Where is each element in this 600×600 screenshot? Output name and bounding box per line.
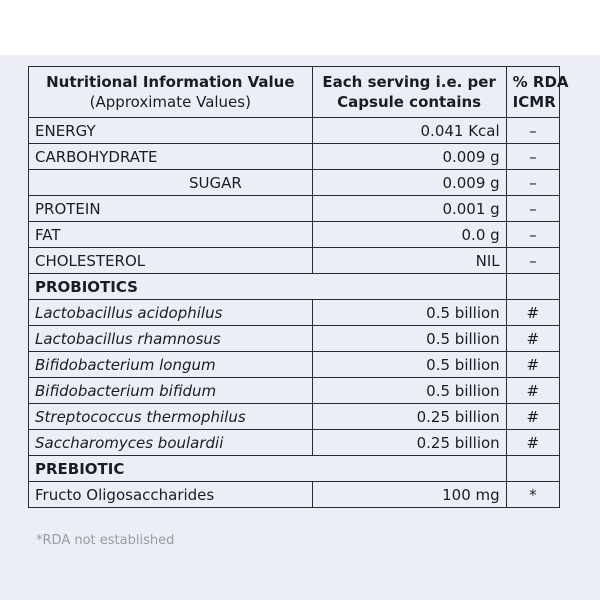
table-row [29, 118, 560, 144]
prebiotic-rda: * [506, 482, 559, 508]
nutrient-rda: – [506, 248, 559, 274]
probiotic-name: Streptococcus thermophilus [29, 404, 313, 430]
nutrient-name: ENERGY [29, 118, 313, 144]
probiotics-section-row [29, 274, 560, 300]
table-row [29, 482, 560, 508]
table-row [29, 326, 560, 352]
empty-cell [506, 274, 559, 300]
probiotic-name: Saccharomyces boulardii [29, 430, 313, 456]
probiotic-rda: # [506, 300, 559, 326]
table-row [29, 248, 560, 274]
table-row [29, 404, 560, 430]
probiotic-name: Lactobacillus rhamnosus [29, 326, 313, 352]
table-row [29, 196, 560, 222]
prebiotic-section-row [29, 456, 560, 482]
probiotic-amount: 0.25 billion [312, 404, 506, 430]
empty-cell [506, 456, 559, 482]
nutrient-name: CHOLESTEROL [29, 248, 313, 274]
header-rda: % RDA ICMR [506, 67, 559, 118]
nutrient-rda: – [506, 144, 559, 170]
table-row [29, 378, 560, 404]
footnote [36, 528, 174, 540]
probiotic-rda: # [506, 326, 559, 352]
nutrient-amount: 0.041 Kcal [312, 118, 506, 144]
probiotic-rda: # [506, 378, 559, 404]
probiotic-amount: 0.5 billion [312, 352, 506, 378]
prebiotic-amount: 100 mg [312, 482, 506, 508]
table-row [29, 170, 560, 196]
table-row [29, 144, 560, 170]
probiotic-amount: 0.5 billion [312, 326, 506, 352]
table-row [29, 352, 560, 378]
probiotic-amount: 0.25 billion [312, 430, 506, 456]
nutrient-amount: 0.001 g [312, 196, 506, 222]
table-header-row [29, 67, 560, 118]
table-row [29, 300, 560, 326]
nutrient-rda: – [506, 196, 559, 222]
table-row [29, 222, 560, 248]
nutrient-rda: – [506, 118, 559, 144]
prebiotic-name: Fructo Oligosaccharides [29, 482, 313, 508]
probiotic-rda: # [506, 404, 559, 430]
nutrient-name: CARBOHYDRATE [29, 144, 313, 170]
nutrient-name: PROTEIN [29, 196, 313, 222]
nutrient-amount: 0.009 g [312, 144, 506, 170]
nutrient-amount: 0.009 g [312, 170, 506, 196]
nutrient-amount: 0.0 g [312, 222, 506, 248]
nutrient-amount: NIL [312, 248, 506, 274]
probiotic-amount: 0.5 billion [312, 378, 506, 404]
nutrition-table [28, 66, 569, 508]
header-serving: Each serving i.e. per Capsule contains [312, 67, 506, 118]
probiotic-rda: # [506, 430, 559, 456]
nutrient-name: SUGAR [29, 170, 313, 196]
table-row [29, 430, 560, 456]
nutrient-rda: – [506, 170, 559, 196]
nutrient-rda: – [506, 222, 559, 248]
probiotic-name: Bifidobacterium longum [29, 352, 313, 378]
prebiotic-heading: PREBIOTIC [29, 456, 507, 482]
probiotic-amount: 0.5 billion [312, 300, 506, 326]
probiotic-name: Lactobacillus acidophilus [29, 300, 313, 326]
nutrient-name: FAT [29, 222, 313, 248]
probiotics-heading: PROBIOTICS [29, 274, 507, 300]
probiotic-rda: # [506, 352, 559, 378]
header-nutrient: Nutritional Information Value (Approximate Values) [29, 67, 313, 118]
probiotic-name: Bifidobacterium bifidum [29, 378, 313, 404]
